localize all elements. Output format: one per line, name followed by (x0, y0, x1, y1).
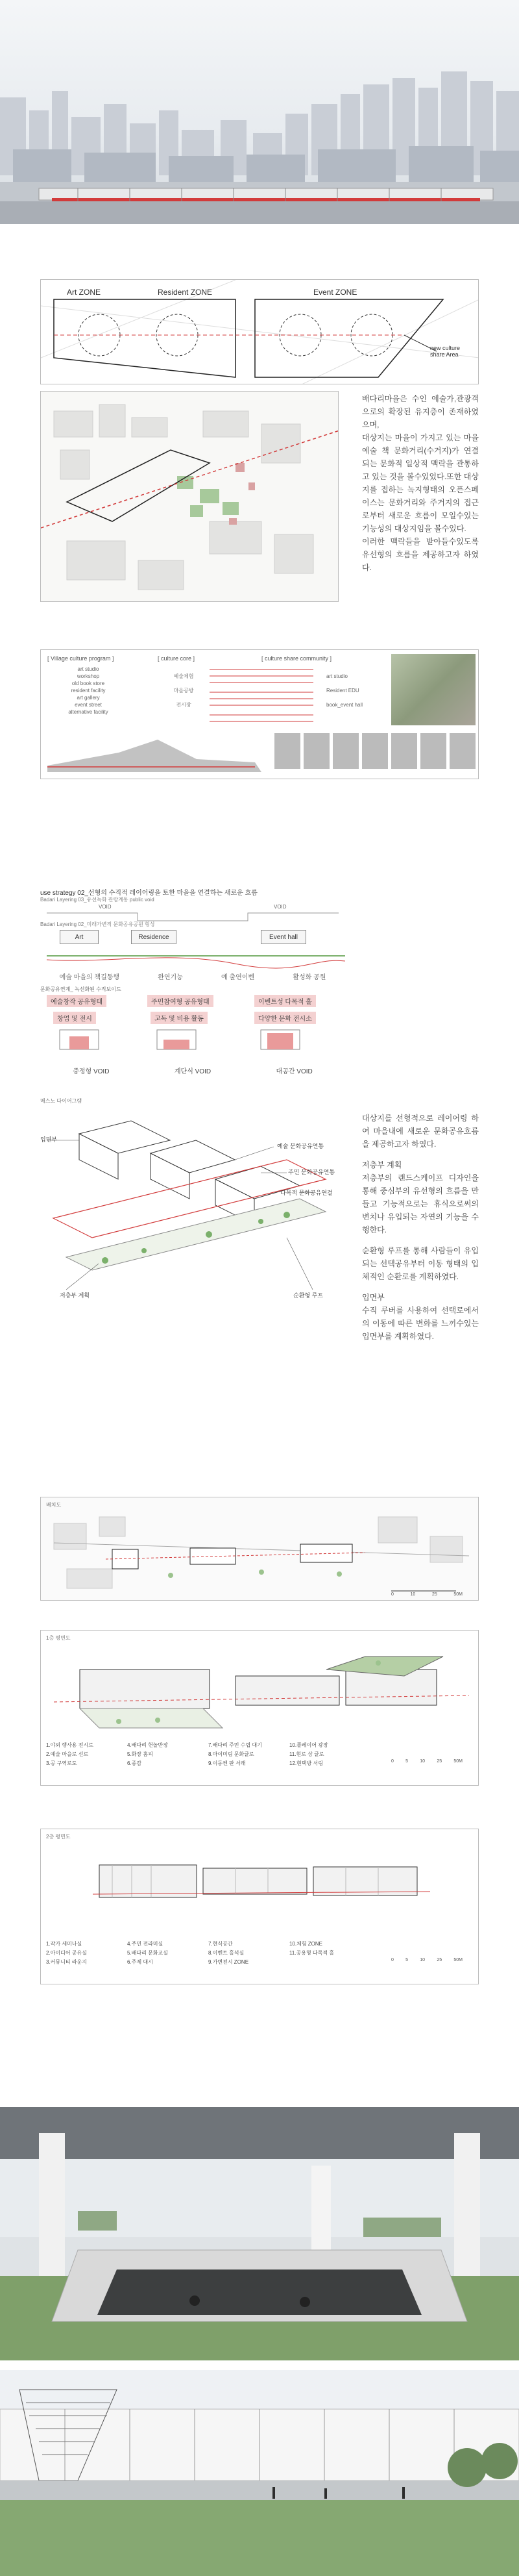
plan1-scale: 0 5 10 25 50M (391, 1759, 463, 1764)
site-map-drawing (41, 392, 339, 602)
chip-art: 예술창작 공유형태 (47, 995, 106, 1007)
art-zone-label: Art ZONE (67, 288, 101, 297)
culture-core-list: 예술체험 마을공방 전시장 (173, 673, 194, 708)
zones-diagram-drawing (41, 280, 479, 384)
program-diagram (40, 649, 479, 779)
connect-title: 문화공유연계_ 녹선화된 수직보이드 (40, 986, 121, 992)
plan1-title: 1층 평면도 (46, 1635, 71, 1641)
axon-label-resident: 주민 문화공유연통 (288, 1169, 335, 1175)
site-paragraph: 이러한 맥락들을 받아들수있도록 유선형의 흐름을 제공하고자 하였다. (362, 537, 479, 572)
resident-zone-label: Resident ZONE (158, 288, 213, 297)
courtyard-render-image (0, 2107, 519, 2360)
new-culture-area-label: new culture share Area (430, 345, 461, 358)
subchip-event: 다양한 문화 전시소 (254, 1012, 316, 1024)
strategy-title: use strategy 02_선형의 수직적 레이어링을 토한 마을을 연결하는 새로운 흐름 (40, 890, 258, 897)
exterior-render-image (0, 2370, 519, 2576)
void-icons (40, 1023, 345, 1062)
program-flow-lines (197, 663, 326, 734)
plan2-legend: 1.작가 세미나실 4.주민 전라미실 7.현식공간 10.체험 ZONE 2.아이디어 공유실 5.배다리 문화교실 8.이벤트 홀석실 11.공용형 다목적 홀 3.커뮤니티 라운지 6.주제 대시 9.가변전시 ZONE (46, 1941, 335, 1965)
strategy-diagram (40, 887, 345, 1082)
render-exterior (0, 2370, 519, 2576)
axon-label-lower: 저층부 계획 (60, 1292, 90, 1299)
void2-label: VOID (274, 904, 287, 910)
axon-text (362, 1112, 479, 1343)
hero-panorama (0, 0, 519, 224)
site-text (362, 392, 479, 574)
plan1-legend: 1.야외 행사용 전시로 4.배다리 헌놀반장 7.배다리 주민 수렵 대기 10.플레이어 광장 2.예술 마을로 선로 5.화장 홈피 8.마이미림 문화글로 11.현로 상 글로 3.공 구역로도 6.종감 9.이동켄 판 서래 12.현택방 서림 (46, 1742, 328, 1766)
event-zone-label: Event ZONE (313, 288, 357, 297)
plan1-drawing (41, 1631, 479, 1741)
axon-label-art: 예술 문화공유연통 (277, 1143, 324, 1149)
chip-resident: 주민참여형 공유형태 (147, 995, 213, 1007)
flow-labels: 예술 마을의 책길동행 완연기능 예 출연이벤 활성화 공원 (59, 974, 326, 981)
axon-label-loop: 순환형 루프 (293, 1292, 323, 1299)
plan2-drawing (41, 1829, 479, 1940)
void1-label: VOID (99, 904, 112, 910)
render-courtyard (0, 2107, 519, 2360)
axon-paragraph: 저층부 계획 저층부의 랜드스케이프 디자인을 통해 중심부의 유선형의 흐름을 만들고 기능적으로는 휴식으로써의 변치나 유입되는 자연의 기능을 수행한다. (362, 1160, 479, 1234)
village-photo (391, 654, 476, 725)
site-paragraph: 배다리마을은 수인 예술가,관광객으로의 확장된 유지층이 존재하였으며, (362, 394, 479, 429)
void-labels: 중정형 VOID 계단식 VOID 대공간 VOID (73, 1068, 313, 1075)
site-plan-scale: 0 10 25 50M (391, 1592, 463, 1597)
site-plan (40, 1497, 479, 1601)
axon-paragraph: 대상지를 선형적으로 레이어링 하여 마을내에 새로운 문화공유흐름을 제공하고자 하였다. (362, 1114, 479, 1149)
culture-core-title: [ culture core ] (158, 655, 195, 662)
city-panorama-image (0, 0, 519, 224)
residence-box: Residence (131, 930, 176, 944)
plan2-title: 2층 평면도 (46, 1834, 71, 1840)
art-box: Art (60, 930, 99, 944)
subchip-resident: 고독 및 비용 활동 (151, 1012, 208, 1024)
layer2-label: Badari Layering 02_미래가변적 문화공유공원 형성 (40, 921, 155, 927)
village-program-title: [ Village culture program ] (47, 655, 114, 662)
axon-title: 매스노 다이어그램 (40, 1098, 82, 1104)
axon-paragraph: 입면부 수직 루버를 사용하여 선택로에서의 이동에 따른 변화를 느끼수있는 입면부를 계획하였다. (362, 1293, 479, 1341)
axon-paragraph: 순환형 루프를 통해 사람들이 유입되는 선택공유부터 이동 형태의 입체적인 순환로를 계획하였다. (362, 1246, 479, 1281)
axon-label-facade: 입면부 (40, 1136, 58, 1143)
axon-drawing (40, 1108, 345, 1309)
site-map (40, 391, 339, 602)
subchip-art: 창업 및 전시 (53, 1012, 96, 1024)
axon-label-multi: 다목적 문화공유연결 (280, 1190, 333, 1196)
culture-share-list: art studio Resident EDU book_event hall (326, 673, 363, 708)
green-flow (40, 944, 345, 970)
zones-diagram (40, 279, 479, 384)
village-program-list: art studio workshop old book store resident facility art gallery event street alternative facility (68, 666, 108, 715)
culture-share-title: [ culture share community ] (261, 655, 332, 662)
site-plan-drawing (41, 1497, 479, 1601)
terrain-strip (41, 727, 479, 779)
site-paragraph: 대상지는 마을이 가지고 있는 마을 예술 책 문화거리(수거지)가 연결되는 문화적 일상적 맥락을 관통하고 있는 것을 볼수있었다.또한 대상지를 접하는 녹지형태의 오픈스페이스는 문화거리와 주거지의 접근로부터 새로운 흐름이 모일수있는 기능성의 대상지임을 볼수있다. (362, 433, 479, 533)
chip-event: 이벤트성 다목적 홀 (254, 995, 316, 1007)
axon-diagram (40, 1097, 345, 1312)
layer1-label: Badari Layering 03_유선녹화 관람계통 public void (40, 897, 154, 903)
floor-plan-1 (40, 1630, 479, 1786)
floor-plan-2 (40, 1829, 479, 1984)
event-hall-box: Event hall (261, 930, 306, 944)
plan2-scale: 0 5 10 25 50M (391, 1958, 463, 1962)
site-plan-title: 배치도 (46, 1502, 62, 1508)
